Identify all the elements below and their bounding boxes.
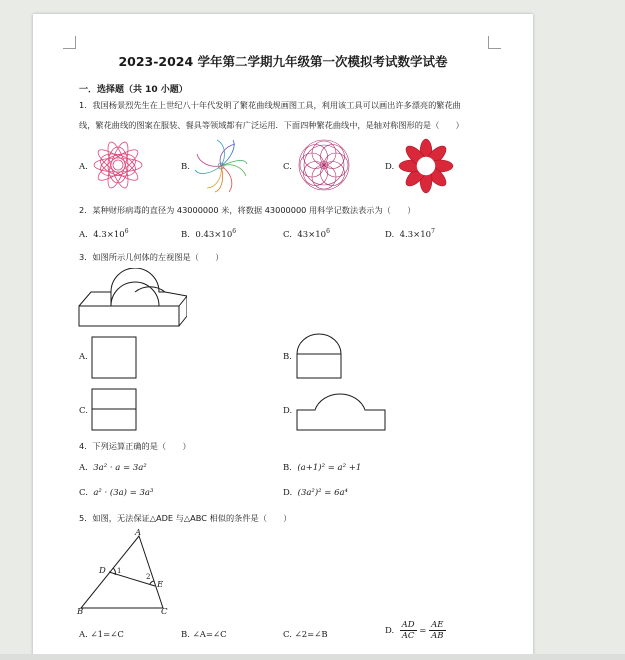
q5-label-a: A [135, 528, 142, 538]
q1-option-d-label: D. [385, 162, 395, 172]
q1-flower-c-image [297, 138, 351, 192]
question-2-stem: 2．某种财形病毒的直径为 43000000 米，将数据 43000000 用科学记数法表示为（ ） [79, 205, 416, 215]
q5-option-b: B. ∠A=∠C [181, 630, 227, 640]
q4-option-b: B. (a+1)² = a² +1 [283, 463, 362, 473]
q1-flower-b-image [193, 138, 249, 194]
q1-option-b-label: B. [181, 162, 190, 172]
question-1-line1: 1．我国杨景烈先生在上世纪八十年代发明了繁花曲线规画图工具，利用该工具可以画出许多漂亮的繁花曲 [79, 100, 461, 110]
question-4-stem: 4．下列运算正确的是（ ） [79, 441, 191, 451]
q3-option-a-figure [91, 336, 139, 380]
q3-option-c-figure [91, 388, 139, 432]
q5-triangle-figure [75, 528, 175, 620]
document-page [33, 14, 533, 660]
q4-option-c: C. a² · (3a) = 3a³ [79, 488, 154, 498]
q3-option-d-figure [295, 386, 387, 432]
q2-option-d: D. $4.3\times 10^7$ [385, 228, 435, 240]
margin-corner-right [488, 36, 501, 49]
q5-label-e: E [157, 580, 164, 590]
q2-option-b: B. $0.43\times 10^6$ [181, 228, 237, 240]
q1-flower-d-image [397, 138, 455, 194]
question-5-stem: 5．如图，无法保证△ADE 与△ABC 相似的条件是（ ） [79, 513, 292, 523]
q3-option-b-figure [295, 332, 345, 380]
document-title: 2023-2024 学年第二学期九年级第一次模拟考试数学试卷 [118, 54, 448, 69]
q5-label-b: B [77, 607, 84, 617]
q1-option-a-label: A. [79, 162, 88, 172]
q4-option-a: A. 3a² · a = 3a² [79, 463, 147, 473]
q5-option-a: A. ∠1=∠C [79, 630, 124, 640]
q5-label-2: 2 [146, 573, 151, 581]
q1-option-c-label: C. [283, 162, 292, 172]
margin-corner-left [63, 36, 76, 49]
q3-option-c-label: C. [79, 406, 88, 416]
q3-option-d-label: D. [283, 406, 293, 416]
q5-option-c: C. ∠2=∠B [283, 630, 328, 640]
q1-flower-a-image [91, 138, 145, 192]
q5-label-c: C [161, 607, 168, 617]
window-bottom-bar [0, 654, 625, 660]
q3-option-a-label: A. [79, 352, 88, 362]
q5-label-1: 1 [117, 567, 122, 575]
q2-option-a: A. $4.3\times 10^6$ [79, 228, 129, 240]
q2-option-c: C. $43\times 10^6$ [283, 228, 330, 240]
question-3-stem: 3．如图所示几何体的左视图是（ ） [79, 252, 224, 262]
q5-d-fraction-2: $\frac{AE}{AB}$ [431, 620, 444, 641]
q5-d-fraction-1: $\frac{AD}{AC}$ [401, 620, 415, 641]
question-1-line2: 线，繁花曲线的图案在服装、餐具等领域都有广泛运用．下面四种繁花曲线中，是轴对称图形的是（ ） [79, 120, 464, 130]
q3-solid-figure [77, 268, 187, 330]
q4-option-d: D. (3a²)² = 6a⁴ [283, 488, 348, 498]
q5-label-d: D [99, 566, 106, 576]
q5-option-d: D. $\frac{AD}{AC}$ = $\frac{AE}{AB}$ [385, 620, 444, 641]
q3-option-b-label: B. [283, 352, 292, 362]
section-heading: 一．选择题（共 10 小题） [79, 85, 188, 95]
